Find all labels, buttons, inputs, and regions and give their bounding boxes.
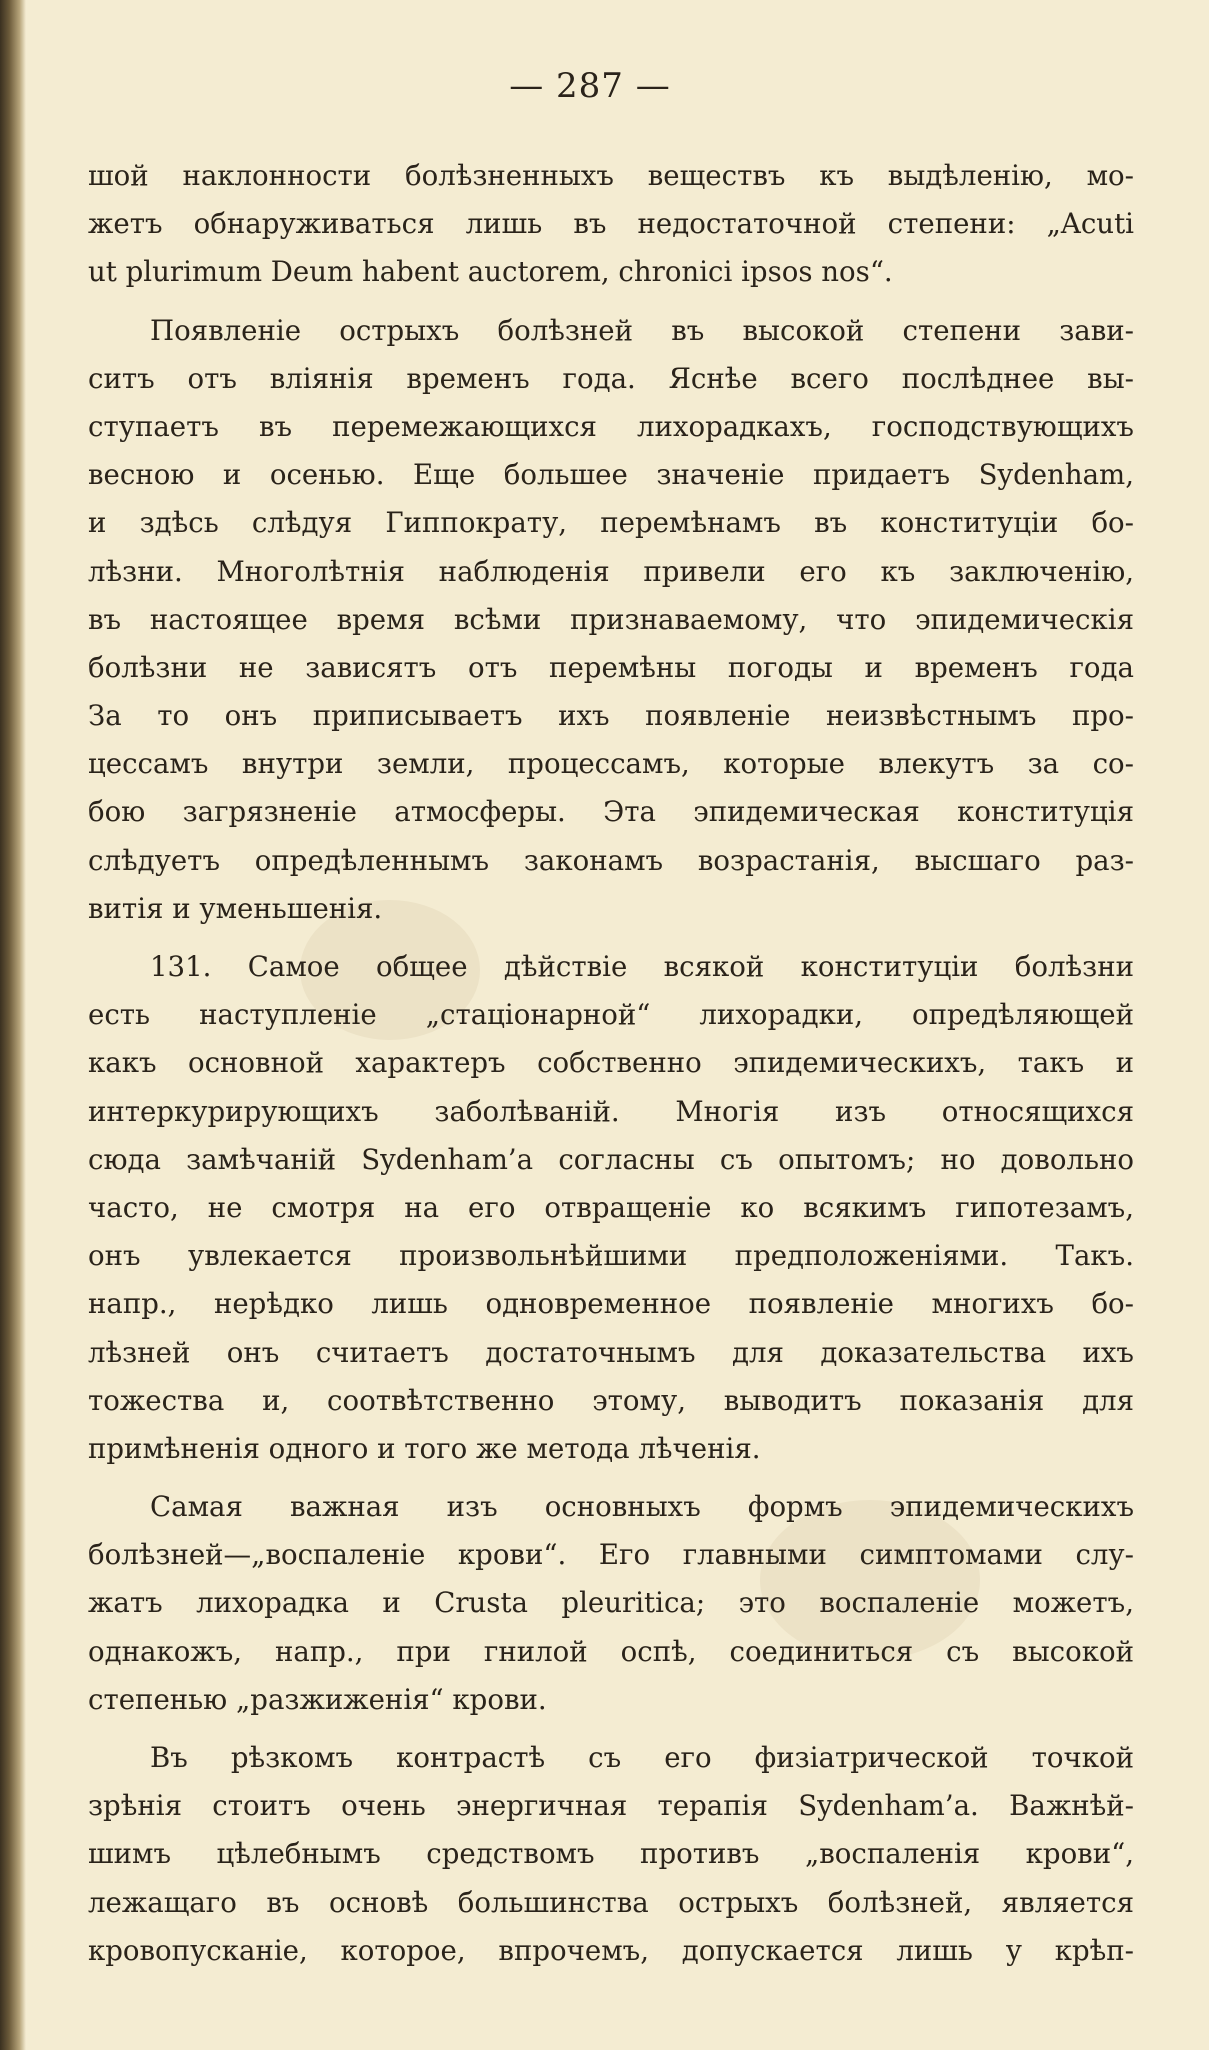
text-line: цессамъ внутри земли, процессамъ, которые влекутъ за со- <box>88 747 1134 781</box>
text-line: Самая важная изъ основныхъ формъ эпидемическихъ <box>150 1490 1134 1524</box>
text-line: однакожъ, напр., при гнилой оспѣ, соединиться съ высокой <box>88 1634 1134 1668</box>
body-text <box>88 152 1134 1975</box>
text-line: Появленіе острыхъ болѣзней въ высокой степени зави- <box>150 313 1134 347</box>
text-line: ut plurimum Deum habent auctorem, chronici ipsos nos“. <box>88 255 893 289</box>
text-line: бою загрязненіе атмосферы. Эта эпидемическая конституція <box>88 795 1134 829</box>
text-line: шой наклонности болѣзненныхъ веществъ къ выдѣленію, мо- <box>88 159 1134 192</box>
text-line: какъ основной характеръ собственно эпидемическихъ, такъ и <box>88 1046 1134 1080</box>
scan-margin <box>1209 0 1219 2050</box>
text-line: сюда замѣчаній Sydenham’а согласны съ опытомъ; но довольно <box>88 1142 1134 1176</box>
text-line: ситъ отъ вліянія временъ года. Яснѣе всего послѣднее вы- <box>88 361 1134 395</box>
text-line: лѣзни. Многолѣтнія наблюденія привели его къ заключенію, <box>88 554 1134 588</box>
binding-shadow <box>0 0 26 2050</box>
text-line: онъ увлекается произвольнѣйшими предположеніями. Такъ. <box>88 1239 1134 1273</box>
text-line: интеркурирующихъ заболѣваній. Многія изъ относящихся <box>88 1094 1134 1128</box>
text-line: степенью „разжиженія“ крови. <box>88 1682 547 1716</box>
text-line: напр., нерѣдко лишь одновременное появленіе многихъ бо- <box>88 1287 1134 1321</box>
text-line: слѣдуетъ опредѣленнымъ законамъ возрастанія, высшаго раз- <box>88 843 1134 877</box>
text-line: шимъ цѣлебнымъ средствомъ противъ „воспаленія крови“, <box>88 1837 1134 1871</box>
text-line: болѣзней—„воспаленіе крови“. Его главными симптомами слу- <box>88 1538 1134 1572</box>
text-line: Въ рѣзкомъ контрастѣ съ его физіатрической точкой <box>150 1741 1134 1774</box>
text-line: примѣненія одного и того же метода лѣченія. <box>88 1431 761 1465</box>
paragraph <box>88 152 1134 297</box>
text-line: въ настоящее время всѣми признаваемому, что эпидемическія <box>88 602 1134 636</box>
text-line: витія и уменьшенія. <box>88 891 383 925</box>
text-line: лежащаго въ основѣ большинства острыхъ болѣзней, является <box>88 1885 1134 1919</box>
paragraph <box>88 1483 1134 1724</box>
paragraph <box>88 1734 1134 1975</box>
text-line: и здѣсь слѣдуя Гиппократу, перемѣнамъ въ конституціи бо- <box>88 506 1134 540</box>
text-line: есть наступленіе „стаціонарной“ лихорадки, опредѣляющей <box>88 998 1134 1032</box>
text-line: ступаетъ въ перемежающихся лихорадкахъ, господствующихъ <box>88 409 1134 443</box>
paragraph <box>88 943 1134 1473</box>
text-line: тожества и, соотвѣтственно этому, выводитъ показанія для <box>88 1383 1134 1417</box>
text-line: часто, не смотря на его отвращеніе ко всякимъ гипотезамъ, <box>88 1190 1134 1224</box>
paragraph <box>88 307 1134 933</box>
text-line: кровопусканіе, которое, впрочемъ, допускается лишь у крѣп- <box>88 1933 1134 1967</box>
text-line: За то онъ приписываетъ ихъ появленіе неизвѣстнымъ про- <box>88 699 1134 733</box>
text-line: лѣзней онъ считаетъ достаточнымъ для доказательства ихъ <box>88 1335 1134 1369</box>
text-line: 131. Самое общее дѣйствіе всякой конституціи болѣзни <box>150 950 1134 983</box>
text-line: весною и осенью. Еще большее значеніе придаетъ Sydenham, <box>88 458 1134 492</box>
text-line: болѣзни не зависятъ отъ перемѣны погоды и временъ года <box>88 650 1134 684</box>
text-line: зрѣнія стоитъ очень энергичная терапія Sydenham’а. Важнѣй- <box>88 1789 1134 1823</box>
page-number: — 287 — <box>509 66 671 106</box>
text-line: жетъ обнаруживаться лишь въ недостаточной степени: „Acuti <box>88 207 1134 241</box>
text-line: жатъ лихорадка и Crusta pleuritica; это воспаленіе можетъ, <box>88 1586 1134 1620</box>
